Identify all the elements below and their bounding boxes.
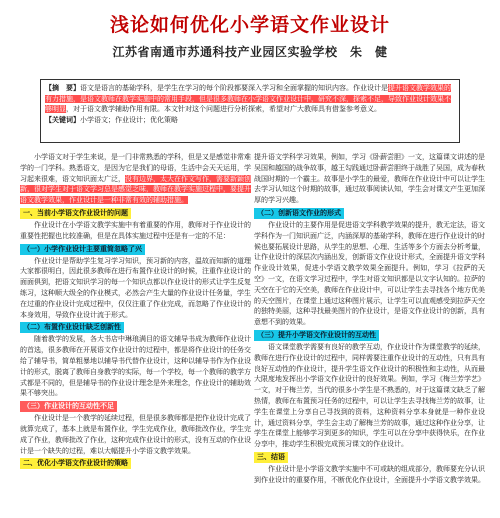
abstract-highlight: 提升语文教学效果的有力措施，是语文教师在教学实施中的常用手段，但是很多教师在小学语文作业设计中，研究不深，探索不足，导致作业设计效果不够明显 [45,84,451,114]
subsection-heading-2: （二）布置作业设计缺乏创新性 [20,322,124,333]
abstract-box [40,79,460,143]
article-author: 江苏省南通市苏通科技产业园区实验学校 朱 健 [112,45,388,59]
keywords-label: 【关键词】 [45,115,80,124]
strategy-1-paragraph: 提升语文学科学习效果，例如，学习《卧薪尝胆》一文，这篇课文讲述的是吴国和越国的战争故事，越王勾践通过卧薪尝胆终于战胜了吴国，成为春秋战国时期的一个霸主。故事是小学生的最爱，教师在作业设计中可以让学生去学习认知这个时期的故事，通过故事阅读认知，学生会对课文产生更加深厚的学习兴趣。 [254,153,485,205]
problems-paragraph: 作业设计在小学语文教学实施中有着重要的作用，教师对于作业设计的重要性把握也比较准确，但是在具体实施过程中还是有一定的不足： [20,220,251,240]
subsection-heading-interaction: （三）提升小学语文作业设计的互动性 [254,330,379,341]
subsection-heading-innovate: （二）创新语文作业的形式 [254,208,344,219]
right-column [254,152,485,514]
abstract-text-2: ，对于语文教学辅助作用有限。本文针对这个问题进行分析探索，希望对广大教师具有借鉴参考意义。 [66,105,381,114]
section-heading-strategies: 二、优化小学语文作业设计的策略 [20,458,131,469]
intro-text: 小学语文对于学生来说，是一门非常熟悉的学科，但是又是感觉非常难学的一门学科。熟悉语文，是因为它是我们的母语，生活中会天天运用，学习起来很难，语文知识面太广泛， [20,153,251,183]
section-heading-problems: 一、当前小学语文作业设计的问题 [20,208,131,219]
innovate-paragraph: 作业设计的主要作用是促进语文学科教学效果的提升，教无定法，语文学科作为一门知识面广泛，内涵深厚的基础学科，教师在进行作业设计的时候也要拓展设计思路，从学生的思想、心理、生活等多个方面去分析考量，让作业设计的深层次内涵出发，创新语文作业设计形式，全面提升语文学科作业设计效果，促进小学语文教学效果全面提升。例如，学习《拉萨的天空》一文，在语文学习过程中，学生对语文知识都是以文字认知的。拉萨的天空在于它的天空美，教师在作业设计中，可以让学生去寻找各个地方优美的天空图片，在课堂上通过这种图片展示，让学生可以直观感受到拉萨天空的独特美丽，这种寻找最美图片的作业设计，是语文作业设计的创新，具有意想不到的效果。 [254,220,485,327]
abstract-label: 【摘 要】 [45,84,80,92]
keywords-text: 小学语文；作业设计；优化策略 [80,115,178,124]
section-heading-conclusion: 三、结语 [254,452,288,463]
subsection-heading-3: （三）作业设计的互动性不足 [20,401,117,412]
left-column [20,152,251,514]
interaction-paragraph: 语文课堂教学需要有良好的教学互动，作业设计作为课堂教学的延续，教师在进行作业设计的过程中，同样需要注重作业设计的互动性，只有具有良好互动性的作业设计，提升学生语文作业设计的积极性和主动性，从而最大限度地发挥出小学语文作业设计的良好效果。例如，学习《梅兰芳学艺》一文，对于梅兰芳，当代的很多小学生是不熟悉的，对于这篇课文缺乏了解热情，教师在布置预习任务的过程中，可以让学生去寻找梅兰芳的故事，让学生在课堂上分享自己寻找到的资料，这种资料分享本身就是一种作业设计，通过资料分享，学生会主动了解梅兰芳的故事，通过这种作业分享，让学生在课堂上能够学习到更多的知识，学生可以在分享中获得快乐，在作业分享中，推动学生积极完成预习课文的作业设计。 [254,342,485,449]
conclusion-paragraph: 作业设计是小学语文教学实施中不可或缺的组成部分，教师要充分认识到作业设计的重要作用，不断优化作业设计，全面提升小学语文教学效果。 [254,464,485,484]
subsection-1-paragraph: 作业设计是帮助学生复习学习知识，预习新的内容，温故而知新的道理大家都很明白，因此很多教师在进行布置作业设计的时候，注重作业设计的面面俱到，把语文知识学习的每一个知识点都以作业设计的形式让学生反复练习，这种顺大级全的作业模式，必然会产生大量的作业设计任务量，学生在过重的作业设计完成过程中，仅仅注重了作业完成，而忽略了作业设计的本身效用，导致作业设计流于形式。 [20,256,251,319]
article-title: 浅论如何优化小学语文作业设计 [109,14,390,36]
intro-highlight: 没有边界，太大在作文写作，需要新颖创新，很对学生对于语文学习总是感觉乏味，教师在教学实施过程中，要提升语文教学效果，作业设计是一种非常有效的辅助措施。 [20,174,251,205]
subsection-3-paragraph: 作业设计是一个教学的延续过程，但是很多教师都是把作业设计完成了就算完成了，基本上就是布置作业，学生完成作业，教师批改作业，学生完成了作业，教师批改了作业，这种完成作业设计的形式，没有互动的作业设计是一个缺失的过程，难以大幅提升小学语文教学效果。 [20,414,251,455]
intro-paragraph [20,152,251,206]
subsection-heading-1: （一）小学作业设计主要重简忽略了兴 [20,244,145,255]
abstract-text-1: 语文是语言的基础学科，是学生在学习的每个阶段都要深入学习和全面掌握的知识内容。作业设计是 [80,84,388,92]
subsection-2-paragraph: 随着教学的发展，各大书店中琳琅满目的语文辅导书成为教师作业设计的首选，很多教师在开展语文作业设计的过程中，都是将作业设计的任务交给了辅导书，简单粗暴地以辅导书代替作业设计，这种以辅导书作为作业设计的形式，脱离了教师自身教学的实际，每一个学校，每一个教师的教学方式都是不同的，但是辅导书的作业设计理念是外来理念，作业设计的辅助效果不够突出。 [20,335,251,398]
